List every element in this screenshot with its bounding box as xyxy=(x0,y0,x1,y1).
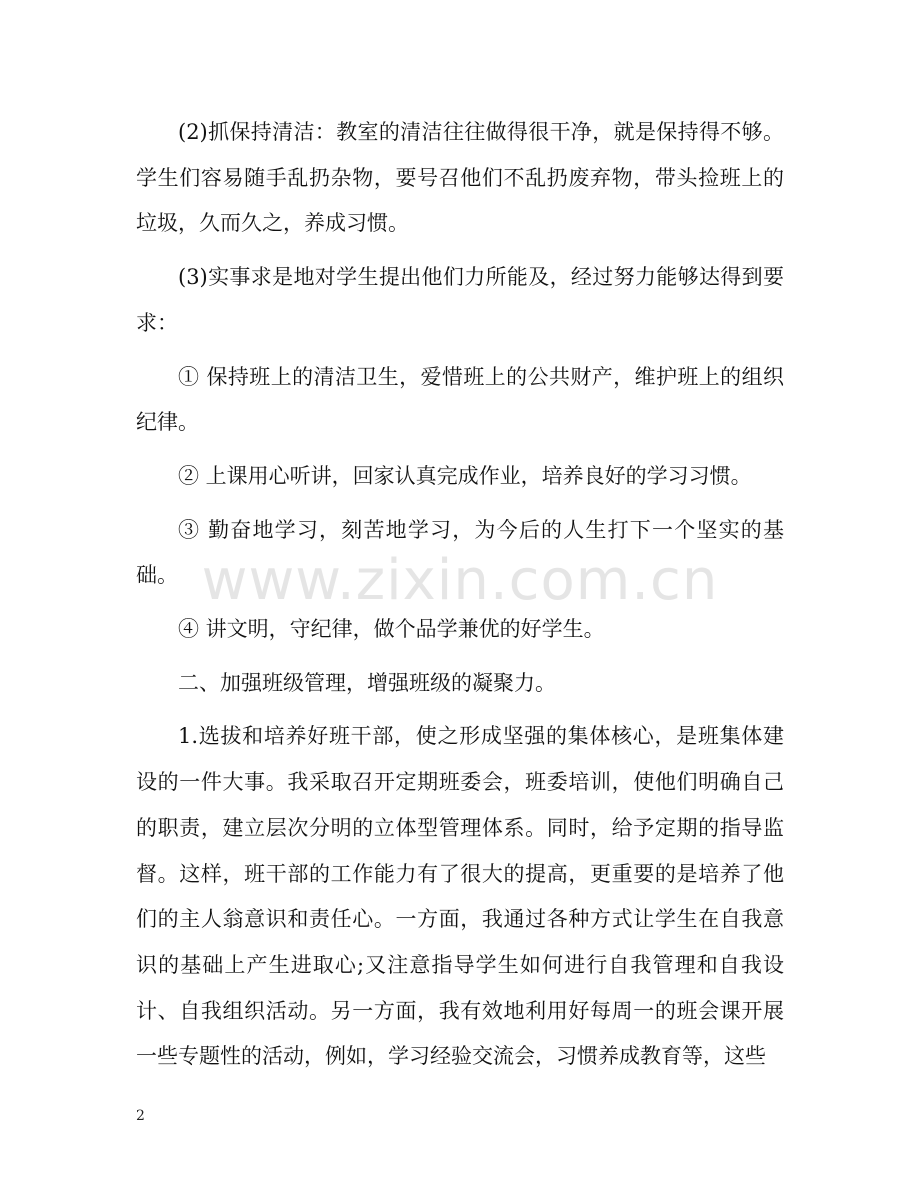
paragraph-requirement-2: ② 上课用心听讲，回家认真完成作业，培养良好的学习习惯。 xyxy=(178,463,752,488)
paragraph-requirement-1: ① 保持班上的清洁卫生，爱惜班上的公共财产，维护班上的组织纪律。 xyxy=(136,364,784,435)
paragraph-requirements-intro: (3)实事求是地对学生提出他们力所能及，经过努力能够达得到要求： xyxy=(136,265,784,335)
paragraph-class-cadres: 1.选拔和培养好班干部，使之形成坚强的集体核心，是班集体建设的一件大事。我采取召开定期班委会，班委培训，使他们明确自己的职责，建立层次分明的立体型管理体系。同时，给予定期的指导监督。这样，班干部的工作能力有了很大的提高，更重要的是培养了他们的主人翁意识和责任心。一方面，我通过各种方式让学生在自我意识的基础上产生进取心;又注意指导学生如何进行自我管理和自我设计、自我组织活动。另一方面，我有效地利用好每周一的班会课开展一些专题性的活动，例如，学习经验交流会，习惯养成教育等，这些 xyxy=(136,724,784,1069)
paragraph-requirement-3: ③ 勤奋地学习，刻苦地学习，为今后的人生打下一个坚实的基础。 xyxy=(136,517,784,588)
page-number: 2 xyxy=(136,1108,145,1124)
paragraph-requirement-4: ④ 讲文明，守纪律，做个品学兼优的好学生。 xyxy=(178,617,605,642)
section-heading-class-management: 二、加强班级管理，增强班级的凝聚力。 xyxy=(178,670,556,695)
watermark-text: www.zixin.com.cn xyxy=(201,548,719,613)
paragraph-keep-clean: (2)抓保持清洁：教室的清洁往往做得很干净，就是保持得不够。学生们容易随手乱扔杂物，要号召他们不乱扔废弃物，带头捡班上的垃圾，久而久之，养成习惯。 xyxy=(136,120,784,236)
body-text xyxy=(136,110,784,1080)
